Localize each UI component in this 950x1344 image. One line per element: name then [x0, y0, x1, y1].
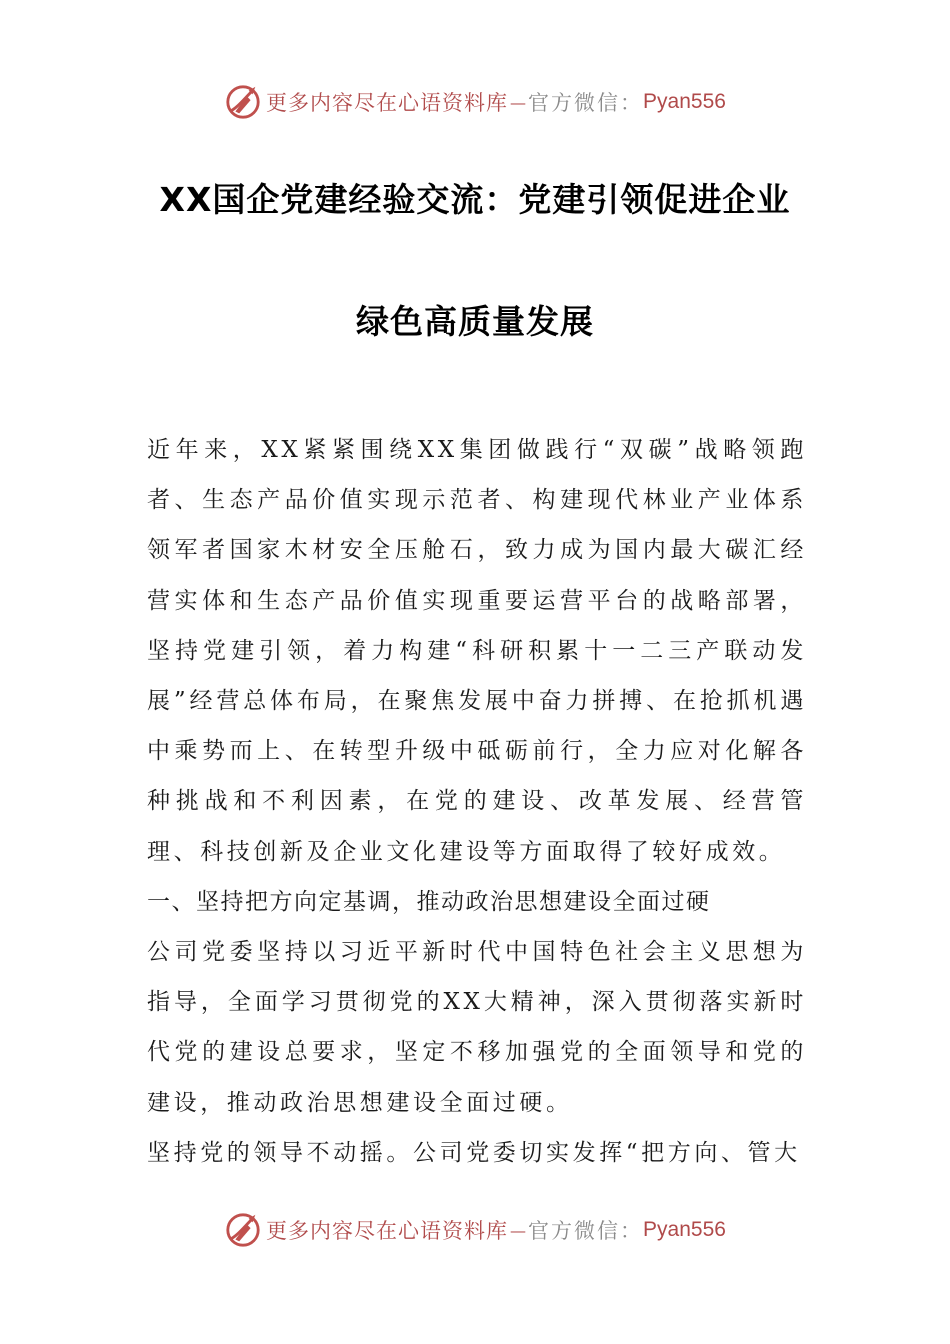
- document-title-line-1: XX国企党建经验交流：党建引领促进企业: [159, 180, 791, 219]
- watermark-official-label: 官方微信：: [528, 1219, 644, 1243]
- paragraph-intro: 近年来，XX紧紧围绕XX集团做践行“双碳”战略领跑者、生态产品价值实现示范者、构建现代林业产业体系领军者国家木材安全压舱石，致力成为国内最大碳汇经营实体和生态产品价值实现重要运营平台的战略部署，坚持党建引领，着力构建“科研积累十一二三产联动发展”经营总体布局，在聚焦发展中奋力拼搏、在抢抓机遇中乘势而上、在转型升级中砥砺前行，全力应对化解各种挑战和不利因素，在党的建设、改革发展、经营管理、科技创新及企业文化建设等方面取得了较好成效。: [147, 437, 807, 865]
- watermark-official-label: 官方微信：: [528, 91, 644, 115]
- watermark-dash: —: [510, 92, 527, 112]
- header-watermark: [0, 82, 950, 122]
- section-heading-1: 一、坚持把方向定基调，推动政治思想建设全面过硬: [147, 888, 711, 915]
- pen-logo-icon: [224, 1211, 262, 1249]
- watermark-dash: —: [510, 1220, 527, 1240]
- paragraph-leadership: 坚持党的领导不动摇。公司党委切实发挥“把方向、管大: [147, 1139, 801, 1166]
- footer-watermark: [0, 1210, 950, 1250]
- pen-logo-icon: [224, 83, 262, 121]
- document-body: [147, 425, 807, 1178]
- document-title-line-2: 绿色高质量发展: [356, 302, 594, 341]
- watermark-text: 更多内容尽在心语资料库: [266, 91, 509, 115]
- paragraph-section-1: 公司党委坚持以习近平新时代中国特色社会主义思想为指导，全面学习贯彻党的XX大精神，深入贯彻落实新时代党的建设总要求，坚定不移加强党的全面领导和党的建设，推动政治思想建设全面过硬。: [147, 939, 807, 1116]
- watermark-text: 更多内容尽在心语资料库: [266, 1219, 509, 1243]
- watermark-wechat-id: Pyan556: [643, 1218, 726, 1241]
- watermark-wechat-id: Pyan556: [643, 90, 726, 113]
